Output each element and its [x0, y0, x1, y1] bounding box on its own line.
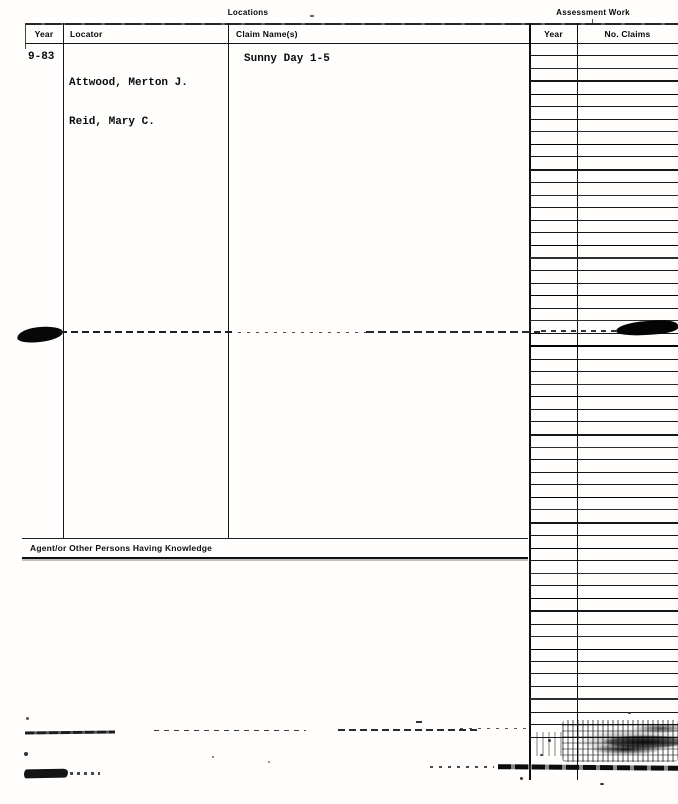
- ink-smudge-left: [16, 325, 63, 345]
- assessment-row: [530, 410, 678, 422]
- assessment-row: [530, 448, 678, 460]
- record-year-value: 9-83: [28, 51, 55, 63]
- assessment-row: [530, 372, 678, 384]
- assessment-row: [530, 524, 678, 536]
- record-claim-names-value: Sunny Day 1-5: [244, 53, 330, 65]
- assessment-row: [530, 44, 678, 56]
- assessment-work-ruled-rows: [530, 44, 678, 738]
- assessment-row: [530, 599, 678, 612]
- assessment-row: [530, 498, 678, 510]
- assessment-row: [530, 662, 678, 674]
- locator-column-header: Locator: [70, 29, 103, 39]
- assessment-row: [530, 625, 678, 637]
- assessment-year-column-header: Year: [544, 29, 563, 39]
- assessment-row: [530, 650, 678, 662]
- assessment-row: [530, 674, 678, 686]
- assessment-row: [530, 473, 678, 485]
- scan-speck: [548, 739, 551, 742]
- assessment-row: [530, 334, 678, 347]
- assessment-row: [530, 637, 678, 649]
- assessment-row: [530, 157, 678, 170]
- assessment-row: [530, 171, 678, 183]
- assessment-work-section-title: Assessment Work: [556, 8, 630, 17]
- scan-dash-line: [338, 729, 480, 731]
- scan-speck: [26, 717, 29, 720]
- assessment-row: [530, 574, 678, 586]
- scan-speck: [212, 756, 214, 758]
- assessment-row: [530, 95, 678, 107]
- fold-crease-dashes: [238, 332, 366, 334]
- assessment-row: [530, 347, 678, 359]
- fold-crease-dashes: [541, 330, 625, 332]
- scan-speck: [520, 777, 523, 780]
- assessment-row: [530, 69, 678, 82]
- assessment-row: [530, 56, 678, 68]
- no-claims-column-header: No. Claims: [604, 29, 651, 39]
- record-locator-names: [69, 51, 188, 155]
- claim-names-column-header: Claim Name(s): [236, 29, 298, 39]
- agent-section-bottom-line: [22, 557, 528, 559]
- locations-section-title: Locations: [227, 8, 269, 17]
- assessment-row: [530, 107, 678, 119]
- scan-dash-line: [70, 772, 100, 775]
- scan-speck: [24, 752, 28, 756]
- assessment-row: [530, 397, 678, 409]
- year-locator-divider: [63, 23, 64, 539]
- assessment-row: [530, 82, 678, 94]
- assessment-row: [530, 422, 678, 435]
- assessment-row: [530, 460, 678, 472]
- assessment-row: [530, 485, 678, 497]
- assessment-row: [530, 436, 678, 448]
- ink-smudge-bottom-left: [24, 769, 68, 779]
- scan-dash-line: [460, 728, 532, 730]
- assessment-row: [530, 120, 678, 132]
- assessment-row: [530, 561, 678, 573]
- assessment-row: [530, 246, 678, 259]
- scan-speck: [310, 15, 314, 17]
- assessment-row: [530, 360, 678, 372]
- locations-year-column-header: Year: [34, 29, 54, 39]
- scan-speck: [416, 721, 422, 723]
- assessment-row: [530, 586, 678, 598]
- assessment-row: [530, 536, 678, 548]
- scan-dash-line: [430, 766, 494, 768]
- assessment-row: [530, 183, 678, 195]
- assessment-row: [530, 196, 678, 208]
- scan-speck: [540, 754, 543, 756]
- assessment-row: [530, 296, 678, 308]
- assessment-row: [530, 233, 678, 245]
- assessment-row: [530, 510, 678, 523]
- assessment-row: [530, 687, 678, 700]
- assessment-row: [530, 271, 678, 283]
- ink-smudge-bottom-right: [562, 720, 678, 762]
- scan-dash-line: [154, 730, 306, 732]
- assessment-row: [530, 132, 678, 144]
- locator-claim-divider: [228, 23, 229, 539]
- table-top-border: [25, 23, 678, 25]
- scan-speck: [628, 712, 631, 714]
- assessment-row: [530, 145, 678, 157]
- agent-section-top-line: [22, 538, 528, 539]
- assessment-row: [530, 612, 678, 624]
- assessment-row: [530, 549, 678, 561]
- scan-speck: [268, 761, 270, 763]
- assessment-row: [530, 700, 678, 712]
- scan-dash-line: [25, 730, 115, 734]
- scan-speck: [600, 783, 604, 785]
- locator-name-line: Attwood, Merton J.: [69, 77, 188, 89]
- agent-section-title: Agent/or Other Persons Having Knowledge: [30, 543, 213, 553]
- assessment-row: [530, 385, 678, 397]
- assessment-row: [530, 284, 678, 296]
- assessment-row: [530, 259, 678, 271]
- assessment-row: [530, 208, 678, 220]
- assessment-row: [530, 221, 678, 233]
- fold-crease-dashes: [60, 331, 236, 333]
- locator-name-line: Reid, Mary C.: [69, 116, 155, 128]
- fold-crease-dashes: [366, 331, 540, 333]
- scan-dash-line-bold: [498, 764, 678, 771]
